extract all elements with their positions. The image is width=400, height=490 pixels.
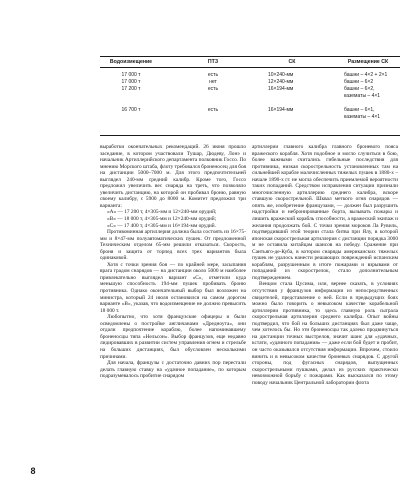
paragraph: Для начала, французы с достаточно давних пор перестали делать главную ставку на «удачное попадание», по которым подразумевалось пробитие снарядом <box>100 360 246 380</box>
specs-table <box>100 56 400 136</box>
header-ptz: ПТЗ <box>207 59 219 65</box>
table-bottom-rule <box>100 135 400 136</box>
table-cell-displacement: 16 700 т <box>121 107 141 113</box>
paragraph: артиллерии главного калибра главного броневого пояса вражеского корабля. Хотя подобное и могло случиться в бою, более важными считались гибельные последствия для противника, низкая скорострельность установленных там на сильнейшей корабле малочисленных тяжелых пушек в 1880-х – начале 1890-х гг. не могла обеспечить приемлемой вероятности таких попаданий. Средством исправления ситуации признали многочисленную артиллерию среднего калибра, вскоре ставшую скорострельной. Шквал меткого огня снарядов — опять же, изобретение французами, — должен был разрушить надстройки и небронированные борта, вызывать пожары и лишить вражеский корабль способности, а вражеский экипаж и желания продолжать бой. С точки зрения мороков Ла Рувиль, подтвердивший этой теории стала битва при Ялу, в которой японская скорострельная артиллерия с дистанции порядка 3000 м не оставила китайцам шансов на победу. Сражение при Сантьяго-де-Куба, в котором снаряды американских тяжелых пушек не удалось нанести решающих повреждений испанским кораблям, разрушенным в итоге пожарами и взрывами от попаданий из скорострелок, стало дополнительным подтверждением. <box>252 144 398 281</box>
header-sk-placement: Размещение СК <box>347 59 389 65</box>
table-cell-ptz: есть <box>207 107 219 113</box>
table-cell-ptz: есть <box>207 86 219 92</box>
table-cell-sk-placement: башни – 6×2 <box>344 79 374 85</box>
paragraph: «В» — 18 000 т, 4×305-мм и 12×240-мм орудий; <box>107 216 217 223</box>
table-cell-displacement: 17 000 т <box>121 79 141 85</box>
table-cell-sk-placement: казематы – 4×1 <box>344 114 381 120</box>
paragraph: выработки окончательных рекомендаций. 26 июня прошло заседание, в котором участвовали Тушар, Дюдеву, Лонэ и начальник Артиллерийского департамента полковник Госсо. По мнению Морского штаба, флоту требовался броненосец для боя на дистанции 5000–7000 м. Для этого предпочтительней выглядел 240-мм средний калибр. Кроме того, Госсо предложил увеличить вес снаряда на треть, что позволяло увеличить дистанцию, на которой он пробивал броню, равную своему калибру, с 5900 до 8000 м. Комитет предложил три варианта: <box>100 144 247 209</box>
table-cell-sk: 10×240-мм <box>268 72 294 78</box>
paragraph: «С» — 17 400 т, 4×305-мм и 16×194-мм орудий. <box>107 222 216 229</box>
header-displacement: Водоизмещение <box>109 59 153 65</box>
text-column-left <box>100 144 246 380</box>
paragraph: Противоминная артиллерия должна была состоять из 16×75-мм и 8×47-мм полуавтоматических пушек. От предложенной Техническим отделом 65-мм решили отказаться. Скорость, броня и защита от торпед всех трех вариантов была одинаковой. <box>100 229 246 262</box>
table-cell-ptz: нет <box>209 79 217 85</box>
page-number: 8 <box>30 466 36 476</box>
table-cell-sk: 12×240-мм <box>268 79 294 85</box>
table-cell-sk: 16×194-мм <box>268 86 294 92</box>
table-header-rule <box>100 67 400 68</box>
table-cell-displacement: 17 000 т <box>121 72 141 78</box>
table-cell-displacement: 17 200 т <box>121 86 141 92</box>
header-sk: СК <box>288 59 296 65</box>
table-cell-sk-placement: башни – 6×2, <box>344 86 375 92</box>
table-cell-ptz: есть <box>207 72 219 78</box>
table-cell-sk-placement: казематы – 4×1 <box>344 93 381 99</box>
table-cell-sk-placement: башни – 4×2 + 2×1 <box>344 72 388 78</box>
table-cell-sk: 16×194-мм <box>268 107 294 113</box>
text-column-right <box>252 144 398 386</box>
paragraph: Венцом стала Цусима, или, вернее сказать, в условиях отсутствия у французов информации из непосредственных свидетелей, представление о ней. Если в предыдущих боях можно было говорить о невысоком качестве корабельной артиллерии противника, то здесь главную роль сыграла скорострельная артиллерия среднего калибра. Опыт войны подтвердил, что бой на больших дистанциях был даже чаще, чем хотелось бы. Но эти броненосцы так далеко продвинуться на дистанции точных выстрелов, значит шанс для «удачных, кстати, «удачного попадания» — даже если бой будет и пробит, он часто оказывался отсутствия информации. Впрочем, стоило винить и в невысоком качестве броневых снарядов. С другой стороны, под фугасных снарядов, выпущенных скорострельными пушками, делал из русских практически невозможной борьбу с пожарами. Как высказался по этому поводу начальник Центральной лаборатории флота <box>252 281 398 386</box>
paragraph: Хотя с точки зрения боя — по крайней мере, засыпания врага градом снарядов — на дистанции около 5000 м наиболее привлекательно выглядел вариант «С», отметили куда меньшую способность 194-мм пушек пробивать броню противника. Однако окончательный выбор был возложен на министра, который 24 июля остановился на самом дорогом варианте «В», указав, что водоизмещение не должно превысить 18 000 т. <box>100 261 246 314</box>
paragraph: «А» — 17 200 т, 4×305-мм и 12×240-мм орудий; <box>107 209 217 216</box>
table-cell-sk-placement: башни – 6×1, <box>344 107 375 113</box>
paragraph: Любопытно, что хотя французские офицеры и были осведомлены о постройке англичанами «Дредноута», они отдали предпочтение кораблю, более напоминавшему броненосцы типа «Нельсон». Выбор французов, еще недавно лидировавших в развитии систем управления огнем и стрельбе на больших дистанциях, был обусловлен несколькими причинами. <box>100 314 246 360</box>
